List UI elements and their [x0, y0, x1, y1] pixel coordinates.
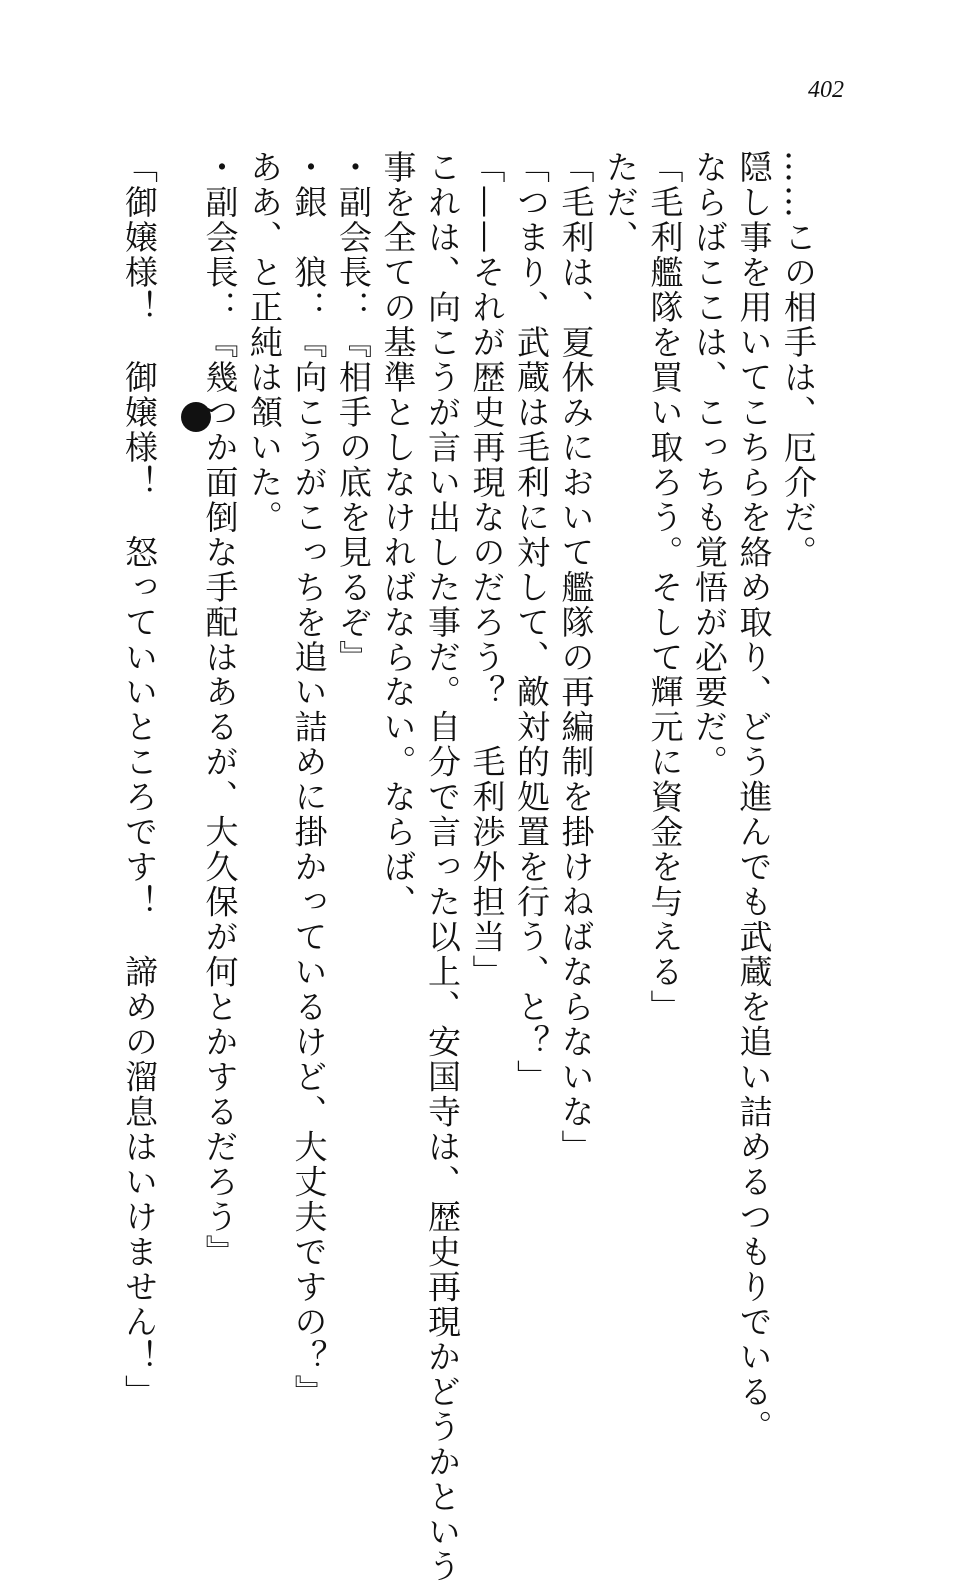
body-line: 「御嬢様！ 御嬢様！ 怒っていいところです！ 諦めの溜息はいけません！」 — [120, 150, 159, 1410]
body-line: 隠し事を用いてこちらを絡め取り、どう進んでも武蔵を追い詰めるつもりでいる。 — [734, 150, 774, 1445]
body-text — [100, 150, 820, 1584]
body-line: 事を全ての基準としなければならない。ならば、 — [378, 150, 418, 920]
body-line: 「毛利は、夏休みにおいて艦隊の再編制を掛けねばならないな」 — [556, 150, 596, 1165]
body-line: これは、向こうが言い出した事だ。自分で言った以上、安国寺は、歴史再現かどうかという — [423, 150, 462, 1584]
body-line: ……この相手は、厄介だ。 — [779, 150, 818, 570]
chat-line: ・副会長：『幾つか面倒な手配はあるが、大久保が何とかするだろう』 — [200, 150, 240, 1270]
body-line: 「つまり、武蔵は毛利に対して、敵対的処置を行う、と？」 — [512, 150, 551, 1095]
body-line: 「毛利艦隊を買い取ろう。そして輝元に資金を与える」 — [645, 150, 685, 1025]
body-line: ならばここは、こっちも覚悟が必要だ。 — [690, 150, 729, 780]
body-line: ああ、と正純は頷いた。 — [245, 150, 284, 535]
page-number: 402 — [808, 77, 844, 103]
section-break — [161, 150, 197, 1310]
body-line: 「——それが歴史再現なのだろう？ 毛利渉外担当」 — [467, 150, 507, 990]
chat-line: ・副会長：『相手の底を見るぞ』 — [334, 150, 373, 675]
chat-line: ・銀 狼：『向こうがこっちを追い詰めに掛かっているけど、大丈夫ですの？』 — [289, 150, 329, 1410]
body-line: ただ、 — [601, 150, 640, 255]
